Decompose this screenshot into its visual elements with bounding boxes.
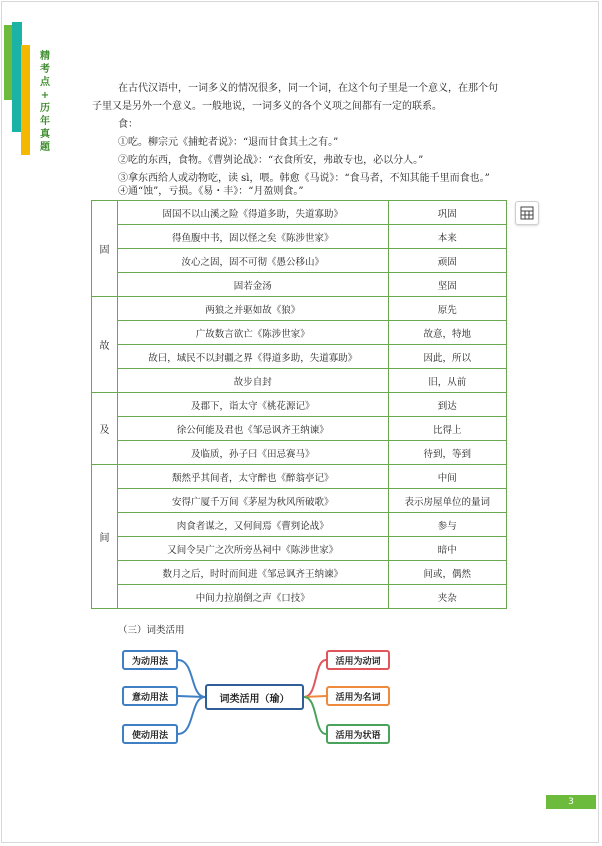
intro-line-1: 在古代汉语中，一词多义的情况很多，同一个词，在这个句子里是一个意义，在那个句 [118, 83, 498, 94]
intro-line-4: ①吃。柳宗元《捕蛇者说》：“退而甘食其土之有。” [118, 137, 339, 148]
mind-map-left-node: 使动用法 [122, 724, 178, 744]
char-cell: 及 [92, 393, 118, 465]
intro-line-7: ④通“蚀”，亏损。《易・丰》：“月盈则食。” [118, 186, 304, 197]
page-number: 3 [546, 795, 596, 809]
meaning-cell: 中间 [388, 465, 506, 489]
side-char: 点 [40, 77, 50, 88]
example-cell: 固国不以山溪之险《得道多助，失道寡助》 [117, 201, 388, 225]
meaning-cell: 间或，偶然 [388, 561, 506, 585]
meaning-cell: 故意，特地 [388, 321, 506, 345]
intro-line-2: 子里又是另外一个意义。一般地说，一词多义的各个义项之间都有一定的联系。 [92, 101, 442, 112]
example-cell: 安得广厦千万间《茅屋为秋风所破歌》 [117, 489, 388, 513]
char-cell: 固 [92, 201, 118, 297]
mind-map-right-node: 活用为状语 [326, 724, 390, 744]
meaning-cell: 坚固 [388, 273, 506, 297]
section-subheading: （三）词类活用 [118, 625, 185, 636]
mind-map-right-node: 活用为名词 [326, 686, 390, 706]
mind-map-right-node: 活用为动词 [326, 650, 390, 670]
side-char: 精 [40, 51, 50, 62]
side-char: + [40, 90, 50, 101]
side-char: 题 [40, 142, 50, 153]
example-cell: 得鱼腹中书，固以怪之矣《陈涉世家》 [117, 225, 388, 249]
mind-map-center: 词类活用（瑜） [205, 684, 304, 710]
mind-map-left-node: 为动用法 [122, 650, 178, 670]
example-cell: 汝心之固，固不可彻《愚公移山》 [117, 249, 388, 273]
meaning-cell: 夹杂 [388, 585, 506, 609]
intro-line-6: ③拿东西给人或动物吃，读 sì，喂。韩愈《马说》：“食马者，不知其能千里而食也。” [118, 173, 490, 184]
side-char: 真 [40, 129, 50, 140]
meaning-cell: 参与 [388, 513, 506, 537]
side-char: 考 [40, 64, 50, 75]
meaning-cell: 比得上 [388, 417, 506, 441]
example-cell: 徐公何能及君也《邹忌讽齐王纳谏》 [117, 417, 388, 441]
mind-map-left-node: 意动用法 [122, 686, 178, 706]
example-cell: 颓然乎其间者，太守醉也《醉翁亭记》 [117, 465, 388, 489]
example-cell: 数月之后，时时而间进《邹忌讽齐王纳谏》 [117, 561, 388, 585]
meaning-cell: 旧，从前 [388, 369, 506, 393]
example-cell: 肉食者谋之，又何间焉《曹刿论战》 [117, 513, 388, 537]
intro-line-3: 食： [118, 119, 138, 130]
example-cell: 故曰，域民不以封疆之界《得道多助，失道寡助》 [117, 345, 388, 369]
example-cell: 又间令吴广之次所旁丛祠中《陈涉世家》 [117, 537, 388, 561]
example-cell: 及郡下，诣太守《桃花源记》 [117, 393, 388, 417]
example-cell: 两狼之并驱如故《狼》 [117, 297, 388, 321]
meaning-cell: 到达 [388, 393, 506, 417]
intro-line-5: ②吃的东西，食物。《曹刿论战》：“衣食所安，弗敢专也，必以分人。” [118, 155, 424, 166]
meaning-cell: 本来 [388, 225, 506, 249]
side-char: 年 [40, 116, 50, 127]
side-char: 历 [40, 103, 50, 114]
example-cell: 广故数言欲亡《陈涉世家》 [117, 321, 388, 345]
example-cell: 中间力拉崩倒之声《口技》 [117, 585, 388, 609]
meaning-cell: 原先 [388, 297, 506, 321]
meaning-cell: 因此，所以 [388, 345, 506, 369]
char-cell: 间 [92, 465, 118, 609]
meaning-cell: 巩固 [388, 201, 506, 225]
char-cell: 故 [92, 297, 118, 393]
meaning-cell: 暗中 [388, 537, 506, 561]
example-cell: 故步自封 [117, 369, 388, 393]
meaning-cell: 待到，等到 [388, 441, 506, 465]
example-cell: 固若金汤 [117, 273, 388, 297]
example-cell: 及临质，孙子曰《田忌赛马》 [117, 441, 388, 465]
meaning-cell: 表示房屋单位的量词 [388, 489, 506, 513]
meaning-cell: 顽固 [388, 249, 506, 273]
